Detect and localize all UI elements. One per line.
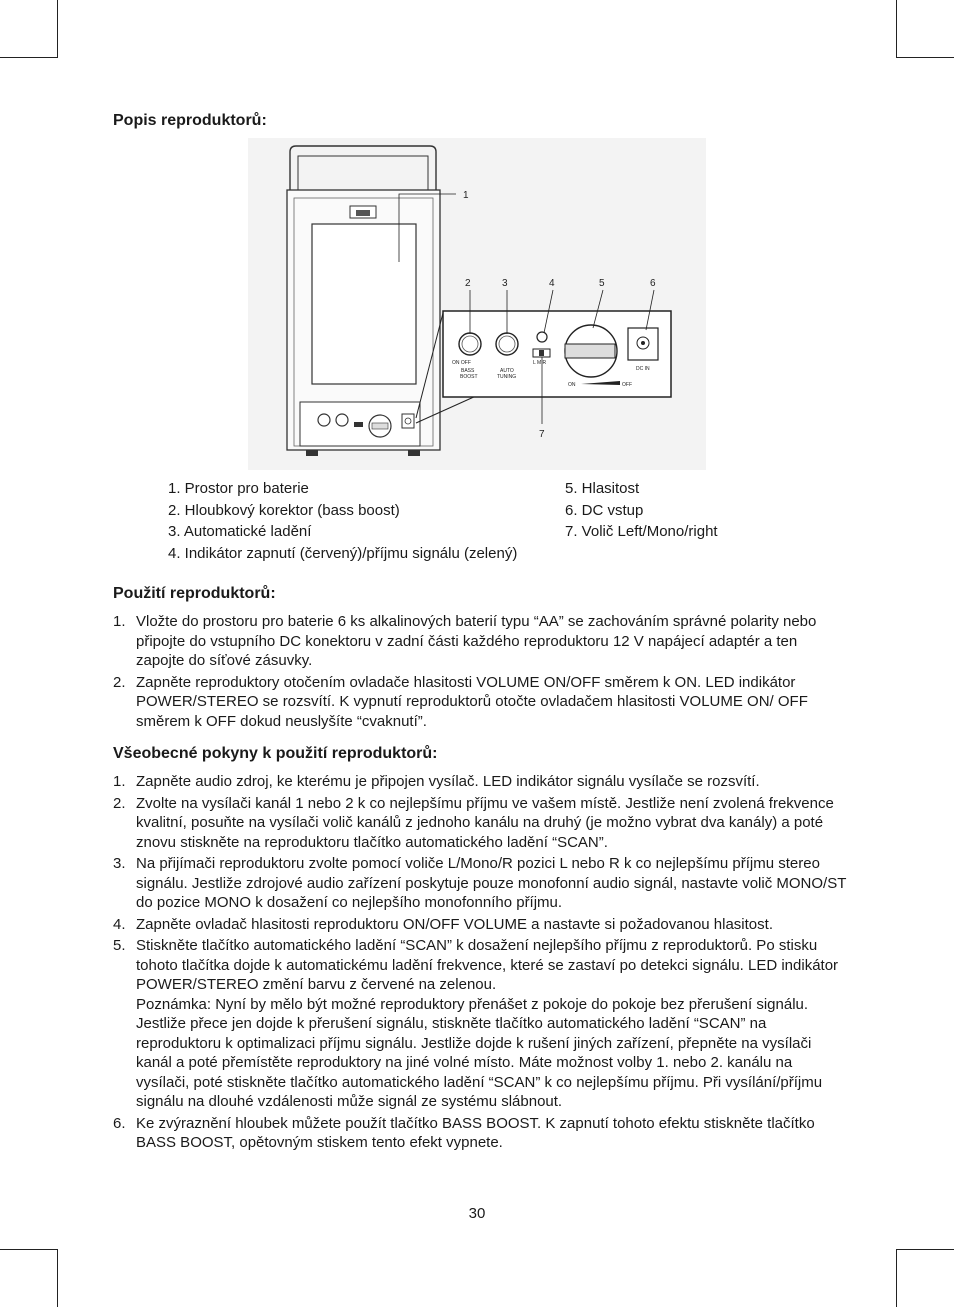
legend-item: 5. Hlasitost: [565, 480, 640, 497]
item-text: Zapněte reproduktory otočením ovladače hlasitosti VOLUME ON/OFF směrem k ON. LED indikátor POWER/STEREO se rozsvítí. K vypnutí reproduktorů otočte ovladačem hlasitosti VOLUME ON/ OFF směrem k OFF dokud neuslyšíte “cvaknutí”.: [136, 673, 808, 730]
list-item: [113, 854, 848, 913]
crop-mark-top-right-h: [896, 57, 954, 58]
crop-mark-bottom-right-v: [896, 1249, 897, 1307]
item-number: 2.: [113, 794, 126, 812]
list-item: [113, 612, 848, 671]
crop-mark-bottom-right-h: [896, 1249, 954, 1250]
usage-steps: [113, 612, 848, 733]
list-item: [113, 915, 848, 935]
legend-right: [565, 478, 718, 543]
item-text: Ke zvýraznění hloubek můžete použít tlačítko BASS BOOST. K zapnutí tohoto efektu stiskněte tlačítko BASS BOOST, opětovným stiskem tento efekt vypnete.: [136, 1114, 815, 1151]
page-number: 30: [468, 1205, 486, 1222]
legend-item: 6. DC vstup: [565, 501, 644, 519]
callout-2: 2: [465, 278, 471, 289]
list-item: [113, 794, 848, 853]
label-boost: BOOST: [460, 374, 478, 380]
crop-mark-top-left-v: [57, 0, 58, 58]
section-title-general-instructions: Všeobecné pokyny k použití reproduktorů:: [113, 745, 438, 762]
item-number: 6.: [113, 1114, 126, 1132]
legend-left: [168, 478, 517, 564]
general-steps: [113, 772, 848, 1155]
list-item: [113, 936, 848, 1112]
item-number: 4.: [113, 915, 126, 933]
item-text: Zapněte audio zdroj, ke kterému je připojen vysílač. LED indikátor signálu vysílače se rozsvítí.: [136, 773, 760, 790]
item-number: 3.: [113, 855, 126, 872]
section-title-speaker-description: Popis reproduktorů:: [113, 112, 267, 129]
label-on: ON: [568, 382, 576, 388]
label-dc-in: DC IN: [636, 366, 650, 372]
item-number: 1.: [113, 773, 126, 790]
callout-5: 5: [599, 278, 605, 289]
label-lmr: L M R: [533, 360, 547, 366]
legend-item: 7. Volič Left/Mono/right: [565, 523, 718, 540]
power-indicator-led: [537, 332, 547, 342]
callout-7: 7: [539, 429, 545, 440]
list-item: [113, 673, 848, 732]
callout-4: 4: [549, 278, 555, 289]
crop-mark-top-left-h: [0, 57, 58, 58]
crop-mark-top-right-v: [896, 0, 897, 58]
legend-item: 2. Hloubkový korektor (bass boost): [168, 501, 400, 519]
crop-mark-bottom-left-h: [0, 1249, 58, 1250]
legend-item: 4. Indikátor zapnutí (červený)/příjmu signálu (zelený): [168, 544, 518, 562]
callout-6: 6: [650, 278, 656, 289]
item-text: Na přijímači reproduktoru zvolte pomocí voliče L/Mono/R pozici L nebo R k co nejlepšímu příjmu stereo signálu. Jestliže zdrojové audio zařízení poskytuje pouze monofonní audio signál, nastavte volič MONO/ST do pozice MONO k dosažení co nejlepšího monofonního příjmu.: [136, 855, 847, 911]
label-auto: AUTO: [500, 368, 514, 374]
item-note: Poznámka: Nyní by mělo být možné reproduktory přenášet z pokoje do pokoje bez přerušení signálu. Jestliže přece jen dojde k přerušení signálu, stiskněte tlačítko automatického ladění “SCAN” na reproduktoru k optimalizaci příjmu signálu. Jestliže dojde k rušení jiných zařízení, přepněte na vysílači kanál a poté přemístěte reproduktory na jiné volné místo. Máte možnost volby 1. nebo 2. kanálu na vysílači, poté stiskněte tlačítko automatického ladění “SCAN” k co nejlepšímu příjmu. Při vysílání/příjmu signálu na dlouhé vzdálenosti může signál ze systému slábnout.: [136, 995, 823, 1110]
item-text: Zvolte na vysílači kanál 1 nebo 2 k co nejlepšímu příjmu ve vašem místě. Jestliže není zvolená frekvence kvalitní, posuňte na vysílači volič kanálů z jednoho kanálu na druhý (je možno vybrat dva kanály) a poté znovu stiskněte na reproduktoru tlačítko automatického ladění “SCAN”.: [136, 794, 834, 851]
section-title-usage: Použití reproduktorů:: [113, 585, 276, 602]
label-off: OFF: [622, 382, 632, 388]
item-number: 1.: [113, 613, 126, 630]
list-item: [113, 772, 848, 792]
legend-item: 3. Automatické ladění: [168, 523, 312, 540]
battery-compartment: [312, 224, 416, 384]
callout-3: 3: [502, 278, 508, 289]
legend-item: 1. Prostor pro baterie: [168, 480, 309, 497]
item-number: 2.: [113, 673, 126, 691]
label-bass-on-off: ON OFF: [452, 360, 471, 366]
item-text: Vložte do prostoru pro baterie 6 ks alkalinových baterií typu “AA” se zachováním správné polarity nebo připojte do vstupního DC konektoru v zadní části každého reproduktoru 12 V napájecí adaptér a ten zapojte do síťové zásuvky.: [136, 613, 817, 669]
label-bass: BASS: [461, 368, 475, 374]
list-item: [113, 1114, 848, 1153]
item-text: Stiskněte tlačítko automatického ladění “SCAN” k dosažení nejlepšího příjmu z reproduktorů. Po stisku tohoto tlačítka dojde k automatickému ladění frekvence, které se zastaví po detekci signálu. LED indikátor POWER/STEREO změní barvu z červené na zelenou.: [136, 937, 839, 993]
callout-1: 1: [463, 190, 469, 201]
item-text: Zapněte ovladač hlasitosti reproduktoru ON/OFF VOLUME a nastavte si požadovanou hlasitost.: [136, 915, 773, 933]
speaker-rear-diagram: [248, 138, 706, 470]
item-number: 5.: [113, 937, 126, 954]
label-tuning: TUNING: [497, 374, 517, 380]
crop-mark-bottom-left-v: [57, 1249, 58, 1307]
